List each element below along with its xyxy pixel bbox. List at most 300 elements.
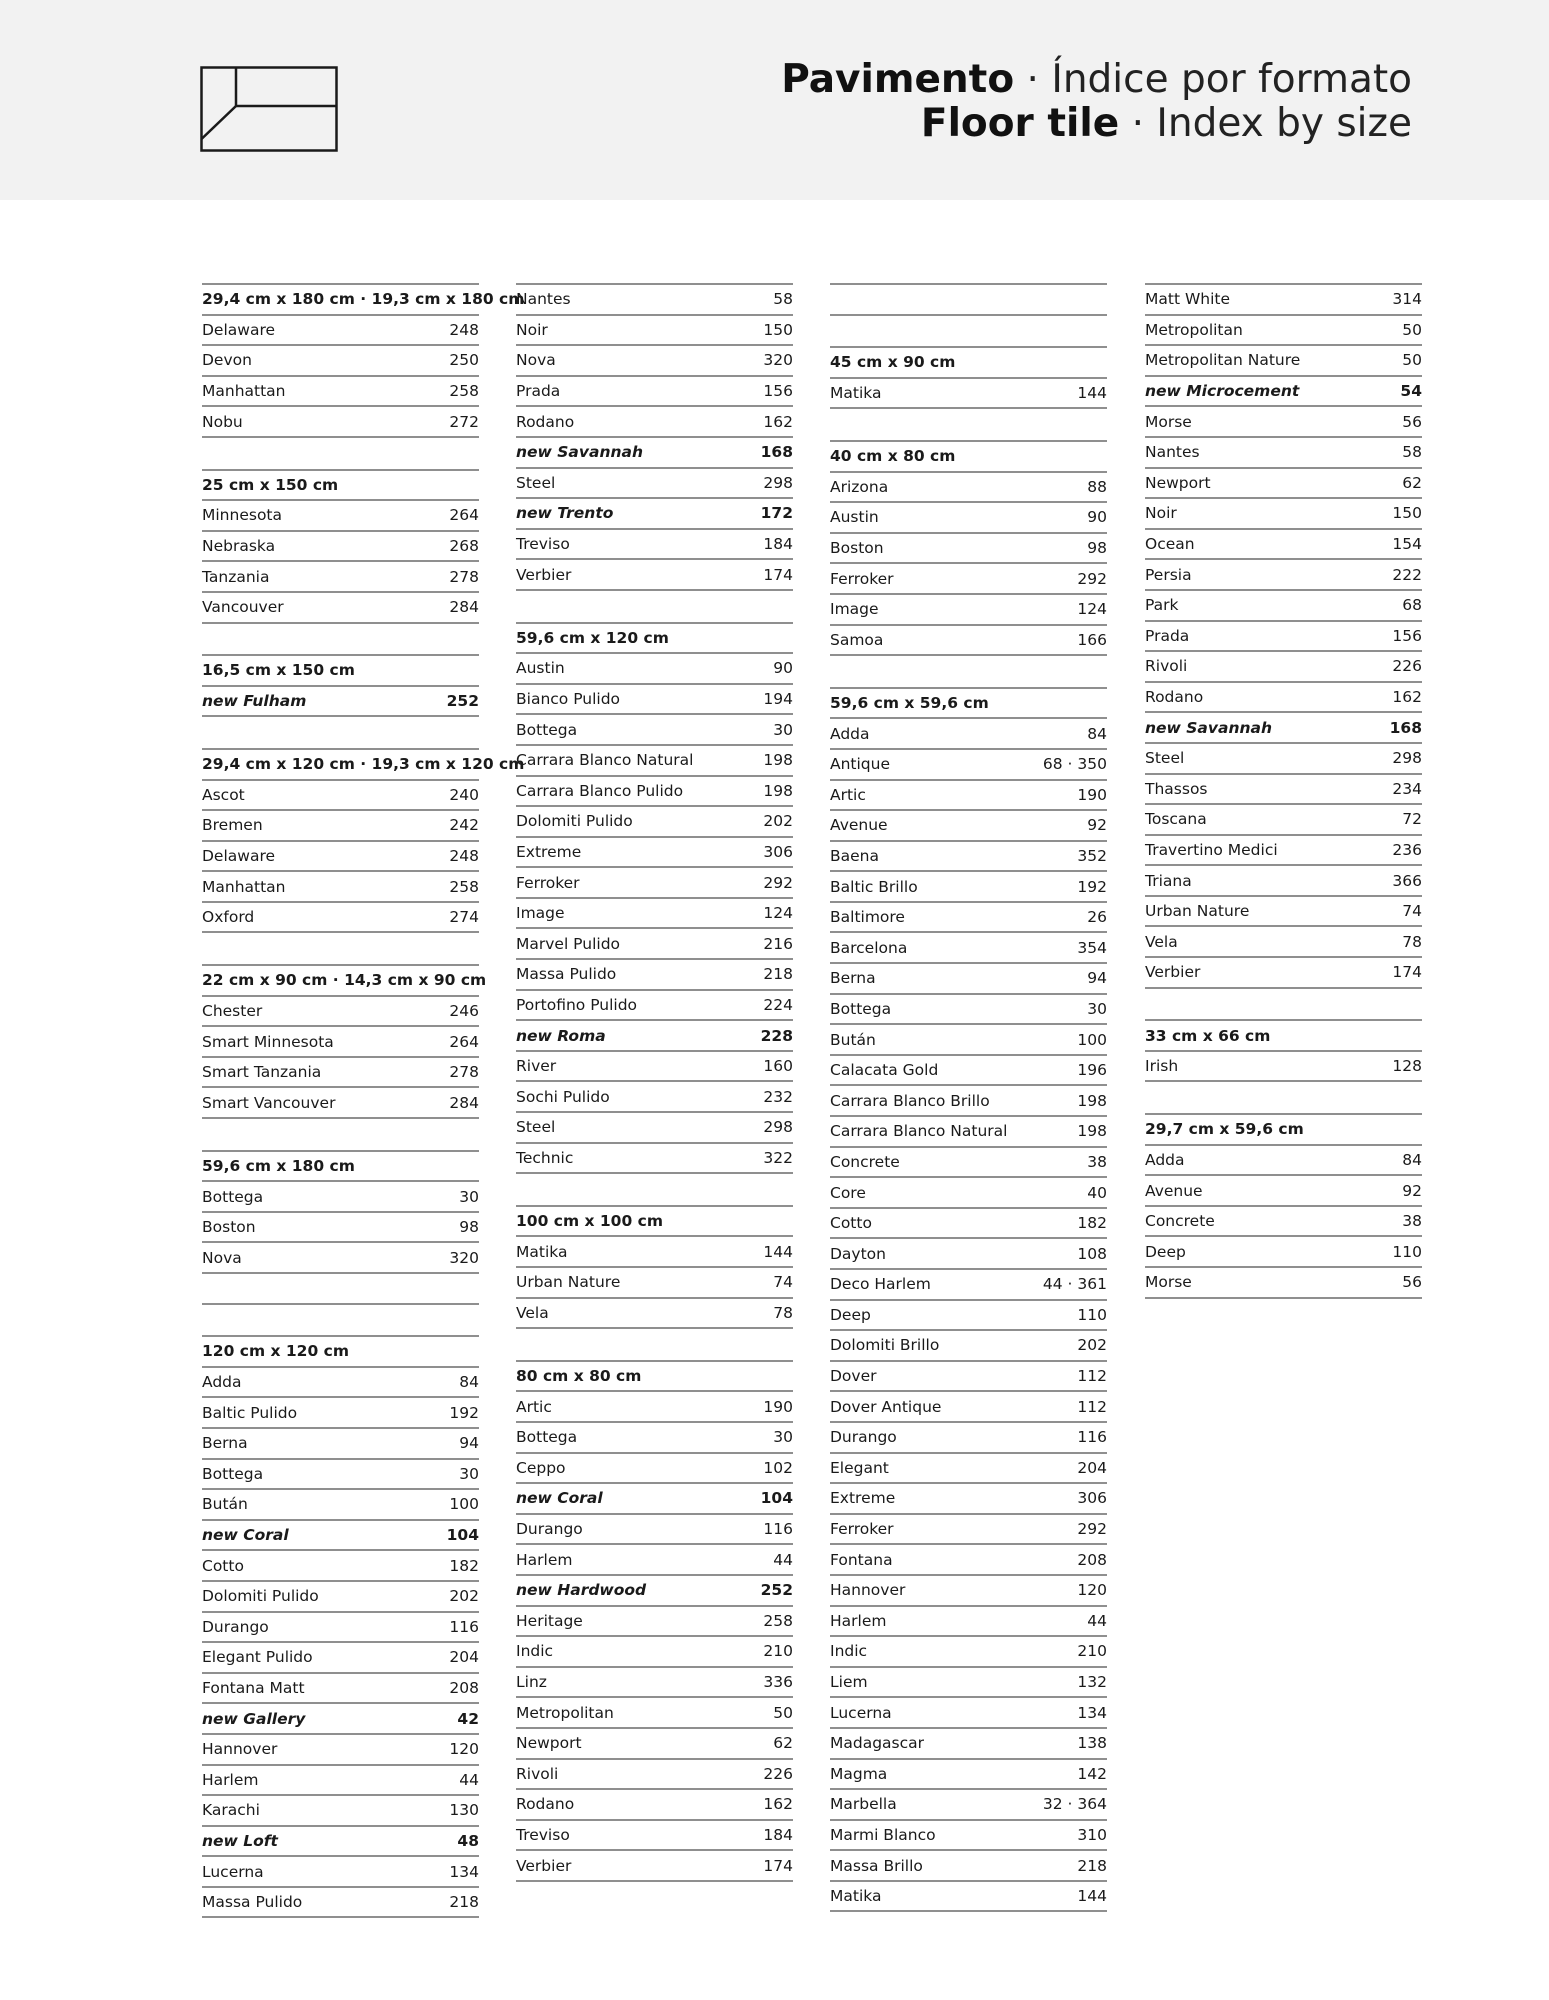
index-row	[1145, 1207, 1422, 1238]
index-row	[202, 1888, 479, 1919]
page-number: 30	[773, 1428, 793, 1447]
index-row	[1145, 836, 1422, 867]
index-row	[516, 1392, 793, 1423]
index-row	[202, 1551, 479, 1582]
page-number: 292	[1077, 1520, 1107, 1539]
index-row	[202, 1490, 479, 1521]
product-name: Marmi Blanco	[830, 1825, 936, 1844]
product-name: Technic	[516, 1148, 574, 1167]
product-name: Bután	[830, 1030, 876, 1049]
index-row	[830, 1851, 1107, 1882]
product-name: Smart Tanzania	[202, 1063, 322, 1082]
page-number: 310	[1077, 1825, 1107, 1844]
page-number: 354	[1077, 938, 1107, 957]
page-number: 268	[449, 537, 479, 556]
page-number: 218	[763, 965, 793, 984]
product-name: Image	[516, 904, 565, 923]
block-spacer	[202, 717, 479, 748]
index-row	[516, 377, 793, 408]
page-number: 44	[773, 1550, 793, 1569]
size-heading-label: 59,6 cm x 59,6 cm	[830, 694, 989, 713]
product-name: Nova	[202, 1248, 242, 1267]
product-name: new Savannah	[516, 443, 644, 462]
index-row	[202, 1182, 479, 1213]
product-name: new Coral	[202, 1526, 289, 1545]
product-name: Austin	[516, 659, 565, 678]
page-number: 120	[1077, 1581, 1107, 1600]
page-number: 172	[760, 504, 793, 523]
page-number: 258	[449, 382, 479, 401]
page-number: 264	[449, 506, 479, 525]
product-name: Carrara Blanco Natural	[830, 1122, 1008, 1141]
product-name: Ceppo	[516, 1458, 566, 1477]
product-name: Nantes	[516, 290, 571, 309]
page-number: 154	[1392, 535, 1422, 554]
product-name: Adda	[202, 1373, 242, 1392]
product-name: Smart Minnesota	[202, 1032, 334, 1051]
size-heading	[202, 283, 525, 316]
page-number: 298	[763, 473, 793, 492]
product-name: Minnesota	[202, 506, 282, 525]
page-number: 30	[773, 720, 793, 739]
index-row	[516, 1144, 793, 1175]
blank-row	[202, 1274, 479, 1305]
page-number: 68	[1402, 596, 1422, 615]
product-name: Boston	[830, 539, 884, 558]
product-name: new Coral	[516, 1489, 603, 1508]
product-name: Dayton	[830, 1244, 886, 1263]
index-row	[830, 1362, 1107, 1393]
index-row	[830, 534, 1107, 565]
product-name: new Savannah	[1145, 718, 1273, 737]
block-spacer	[202, 1305, 479, 1336]
product-name: Boston	[202, 1218, 256, 1237]
page-number: 150	[1392, 504, 1422, 523]
page-number: 258	[763, 1611, 793, 1630]
product-name: Marvel Pulido	[516, 934, 621, 953]
index-row	[202, 316, 479, 347]
page-number: 278	[449, 1063, 479, 1082]
block-spacer	[516, 1329, 793, 1360]
page-number: 130	[449, 1801, 479, 1820]
index-row	[830, 1086, 1107, 1117]
page-number: 134	[449, 1862, 479, 1881]
index-row	[202, 562, 479, 593]
size-heading-label: 25 cm x 150 cm	[202, 475, 339, 494]
product-name: Heritage	[516, 1611, 583, 1630]
index-row	[516, 746, 793, 777]
page-number: 26	[1087, 908, 1107, 927]
index-row	[516, 1729, 793, 1760]
index-row	[1145, 499, 1422, 530]
page-number: 128	[1392, 1057, 1422, 1076]
page-number: 156	[763, 382, 793, 401]
index-row	[202, 407, 479, 438]
index-row	[202, 1243, 479, 1274]
page-number: 144	[1077, 1887, 1107, 1906]
block-spacer	[830, 656, 1107, 687]
page-number: 142	[1077, 1764, 1107, 1783]
page-number: 202	[449, 1587, 479, 1606]
index-row	[516, 777, 793, 808]
product-name: Ferroker	[830, 1520, 894, 1539]
product-name: Chester	[202, 1001, 263, 1020]
index-row	[516, 929, 793, 960]
index-row	[202, 1582, 479, 1613]
product-name: Artic	[830, 785, 866, 804]
product-name: Manhattan	[202, 382, 286, 401]
index-row	[830, 564, 1107, 595]
product-name: Elegant Pulido	[202, 1648, 313, 1667]
index-row	[202, 1613, 479, 1644]
product-name: Deco Harlem	[830, 1275, 931, 1294]
product-name: Noir	[516, 320, 548, 339]
page-number: 54	[1400, 382, 1422, 401]
index-row	[202, 1429, 479, 1460]
product-name: Ascot	[202, 785, 245, 804]
index-row	[516, 283, 793, 316]
product-name: new Fulham	[202, 692, 307, 711]
index-row	[516, 715, 793, 746]
block-spacer	[202, 624, 479, 655]
page-number: 44	[1087, 1611, 1107, 1630]
product-name: Bottega	[202, 1464, 264, 1483]
product-name: Portofino Pulido	[516, 995, 638, 1014]
index-row	[202, 1766, 479, 1797]
page-number: 204	[1077, 1458, 1107, 1477]
product-name: Nova	[516, 351, 556, 370]
index-row	[830, 1331, 1107, 1362]
page-number: 78	[1402, 932, 1422, 951]
product-name: Berna	[830, 969, 876, 988]
page-number: 138	[1077, 1734, 1107, 1753]
index-row	[202, 1521, 479, 1552]
product-name: Steel	[516, 473, 556, 492]
product-name: Matika	[516, 1242, 568, 1261]
page-number: 182	[449, 1556, 479, 1575]
page-number: 190	[763, 1397, 793, 1416]
product-name: Baltic Pulido	[202, 1403, 298, 1422]
product-name: new Trento	[516, 504, 614, 523]
page-number: 322	[763, 1148, 793, 1167]
index-row	[202, 1857, 479, 1888]
index-row	[516, 838, 793, 869]
product-name: Artic	[516, 1397, 552, 1416]
page-number: 94	[1087, 969, 1107, 988]
size-heading-label: 80 cm x 80 cm	[516, 1367, 642, 1386]
index-row	[516, 1423, 793, 1454]
product-name: Nebraska	[202, 537, 276, 556]
page-number: 38	[1087, 1152, 1107, 1171]
product-name: Carrara Blanco Natural	[516, 751, 694, 770]
product-name: Barcelona	[830, 938, 908, 957]
product-name: Carrara Blanco Pulido	[516, 781, 684, 800]
page-number: 150	[763, 320, 793, 339]
size-heading	[830, 687, 1107, 720]
product-name: Devon	[202, 351, 252, 370]
index-row	[516, 560, 793, 591]
index-row	[202, 872, 479, 903]
product-name: Baena	[830, 846, 879, 865]
product-name: Marbella	[830, 1795, 897, 1814]
size-heading	[202, 748, 525, 781]
page-number: 100	[1077, 1030, 1107, 1049]
page-number: 124	[763, 904, 793, 923]
product-name: River	[516, 1057, 557, 1076]
product-name: Image	[830, 600, 879, 619]
index-row	[830, 1484, 1107, 1515]
index-row	[1145, 1268, 1422, 1299]
product-name: Triana	[1145, 871, 1192, 890]
page-number: 92	[1087, 816, 1107, 835]
product-name: Concrete	[830, 1152, 900, 1171]
index-row	[202, 377, 479, 408]
page-number: 234	[1392, 779, 1422, 798]
index-row	[1145, 1176, 1422, 1207]
product-name: Deep	[830, 1305, 871, 1324]
index-row	[516, 654, 793, 685]
page-number: 50	[773, 1703, 793, 1722]
product-name: Harlem	[516, 1550, 573, 1569]
page-number: 100	[449, 1495, 479, 1514]
index-row	[830, 750, 1107, 781]
product-name: Magma	[830, 1764, 888, 1783]
index-row	[1145, 1146, 1422, 1177]
index-row	[516, 991, 793, 1022]
page-number: 162	[763, 412, 793, 431]
page-number: 274	[449, 908, 479, 927]
index-row	[830, 1637, 1107, 1668]
size-heading	[202, 964, 487, 997]
product-name: new Hardwood	[516, 1581, 647, 1600]
index-row	[1145, 560, 1422, 591]
product-name: Madagascar	[830, 1734, 925, 1753]
page-number: 30	[1087, 999, 1107, 1018]
product-name: Rodano	[516, 1795, 575, 1814]
index-row	[830, 626, 1107, 657]
page-number: 42	[457, 1709, 479, 1728]
size-heading-label: 59,6 cm x 180 cm	[202, 1156, 355, 1175]
index-row	[830, 933, 1107, 964]
product-name: Hannover	[202, 1740, 278, 1759]
index-row	[516, 1082, 793, 1113]
index-row	[1145, 805, 1422, 836]
size-heading-label: 29,4 cm x 180 cm · 19,3 cm x 180 cm	[202, 290, 525, 309]
product-name: Harlem	[830, 1611, 887, 1630]
index-row	[516, 438, 793, 469]
page-number: 84	[1402, 1150, 1422, 1169]
page-number: 92	[1402, 1181, 1422, 1200]
index-row	[830, 1698, 1107, 1729]
block-spacer	[830, 316, 1107, 347]
product-name: Matika	[830, 1887, 882, 1906]
index-row	[1145, 713, 1422, 744]
product-name: Hannover	[830, 1581, 906, 1600]
index-row	[830, 811, 1107, 842]
index-row	[516, 1821, 793, 1852]
page-number: 242	[449, 816, 479, 835]
index-row	[1145, 1052, 1422, 1083]
index-row	[202, 346, 479, 377]
index-row	[1145, 1237, 1422, 1268]
index-row	[830, 1025, 1107, 1056]
product-name: Bianco Pulido	[516, 690, 621, 709]
index-row	[830, 1668, 1107, 1699]
product-name: Urban Nature	[1145, 902, 1250, 921]
page-number: 94	[459, 1434, 479, 1453]
page-number: 224	[763, 995, 793, 1014]
title-en-bold: Floor tile	[920, 101, 1120, 146]
page-number: 202	[763, 812, 793, 831]
index-row	[830, 473, 1107, 504]
product-name: Baltimore	[830, 908, 905, 927]
page-number: 210	[763, 1642, 793, 1661]
product-name: Tanzania	[202, 567, 270, 586]
size-heading	[516, 1360, 793, 1393]
page-number: 208	[1077, 1550, 1107, 1569]
page-number: 56	[1402, 412, 1422, 431]
product-name: Oxford	[202, 908, 255, 927]
product-name: Steel	[1145, 749, 1185, 768]
size-heading-label: 16,5 cm x 150 cm	[202, 661, 355, 680]
index-row	[516, 1698, 793, 1729]
product-name: Persia	[1145, 565, 1192, 584]
page-number: 252	[446, 692, 479, 711]
product-name: Dolomiti Pulido	[516, 812, 633, 831]
product-name: Arizona	[830, 477, 889, 496]
product-name: Treviso	[516, 1825, 570, 1844]
page-number: 110	[1077, 1305, 1107, 1324]
page-number: 58	[1402, 443, 1422, 462]
page-number: 48	[457, 1831, 479, 1850]
page-number: 162	[763, 1795, 793, 1814]
size-heading-label: 45 cm x 90 cm	[830, 353, 956, 372]
page-number: 162	[1392, 688, 1422, 707]
index-row	[830, 995, 1107, 1026]
page-number: 216	[763, 934, 793, 953]
page-number: 116	[763, 1520, 793, 1539]
page-number: 236	[1392, 840, 1422, 859]
index-row	[830, 1209, 1107, 1240]
index-row	[516, 1545, 793, 1576]
page-number: 298	[763, 1118, 793, 1137]
index-row	[516, 685, 793, 716]
size-heading	[1145, 1019, 1422, 1052]
product-name: Harlem	[202, 1770, 259, 1789]
page-number: 58	[773, 290, 793, 309]
page-number: 250	[449, 351, 479, 370]
index-row	[516, 1637, 793, 1668]
page-number: 366	[1392, 871, 1422, 890]
index-column-1	[202, 283, 525, 1918]
page-number: 166	[1077, 630, 1107, 649]
page-number: 272	[449, 412, 479, 431]
index-row	[830, 964, 1107, 995]
page-number: 192	[1077, 877, 1107, 896]
index-row	[1145, 927, 1422, 958]
product-name: Cotto	[830, 1214, 872, 1233]
product-name: Morse	[1145, 1273, 1192, 1292]
page-number: 190	[1077, 785, 1107, 804]
index-row	[830, 903, 1107, 934]
product-name: Sochi Pulido	[516, 1087, 610, 1106]
size-heading-label: 33 cm x 66 cm	[1145, 1026, 1271, 1045]
index-row	[516, 1237, 793, 1268]
page-number: 184	[763, 535, 793, 554]
index-row	[830, 719, 1107, 750]
product-name: Treviso	[516, 535, 570, 554]
size-heading-label: 120 cm x 120 cm	[202, 1342, 349, 1361]
page-number: 292	[1077, 569, 1107, 588]
index-row	[202, 1827, 479, 1858]
page-number: 202	[1077, 1336, 1107, 1355]
page-number: 84	[1087, 724, 1107, 743]
product-name: Matt White	[1145, 290, 1231, 309]
product-name: Rodano	[1145, 688, 1204, 707]
page-number: 168	[760, 443, 793, 462]
size-heading	[830, 346, 1107, 379]
page-number: 124	[1077, 600, 1107, 619]
page-number: 248	[449, 846, 479, 865]
blank-row	[830, 283, 1107, 316]
product-name: Concrete	[1145, 1212, 1215, 1231]
page-number: 196	[1077, 1061, 1107, 1080]
index-row	[516, 1790, 793, 1821]
page-number: 144	[763, 1242, 793, 1261]
index-row	[202, 1088, 479, 1119]
product-name: Smart Vancouver	[202, 1093, 336, 1112]
page-number: 74	[773, 1273, 793, 1292]
page-title	[781, 58, 1412, 146]
page-number: 168	[1389, 718, 1422, 737]
page-number: 38	[1402, 1212, 1422, 1231]
index-row	[1145, 407, 1422, 438]
index-row	[202, 1027, 479, 1058]
product-name: Cotto	[202, 1556, 244, 1575]
index-row	[830, 1760, 1107, 1791]
size-heading	[202, 1150, 479, 1183]
index-row	[1145, 622, 1422, 653]
product-name: new Microcement	[1145, 382, 1300, 401]
size-heading	[202, 654, 479, 687]
index-row	[202, 532, 479, 563]
index-row	[1145, 958, 1422, 989]
page-number: 320	[449, 1248, 479, 1267]
product-name: Durango	[516, 1520, 583, 1539]
page-number: 174	[763, 565, 793, 584]
page-number: 248	[449, 320, 479, 339]
page-number: 112	[1077, 1397, 1107, 1416]
page-number: 84	[459, 1373, 479, 1392]
index-row	[516, 1454, 793, 1485]
product-name: Calacata Gold	[830, 1061, 939, 1080]
product-name: Indic	[830, 1642, 868, 1661]
page-number: 246	[449, 1001, 479, 1020]
product-name: Morse	[1145, 412, 1192, 431]
index-row	[830, 872, 1107, 903]
index-row	[516, 1113, 793, 1144]
index-row	[202, 1674, 479, 1705]
page-number: 90	[773, 659, 793, 678]
product-name: Ferroker	[516, 873, 580, 892]
page-number: 44 · 361	[1042, 1275, 1107, 1294]
product-name: Dolomiti Brillo	[830, 1336, 940, 1355]
page-number: 40	[1087, 1183, 1107, 1202]
index-row	[202, 1704, 479, 1735]
index-row	[202, 593, 479, 624]
product-name: Travertino Medici	[1145, 840, 1278, 859]
index-row	[830, 1729, 1107, 1760]
